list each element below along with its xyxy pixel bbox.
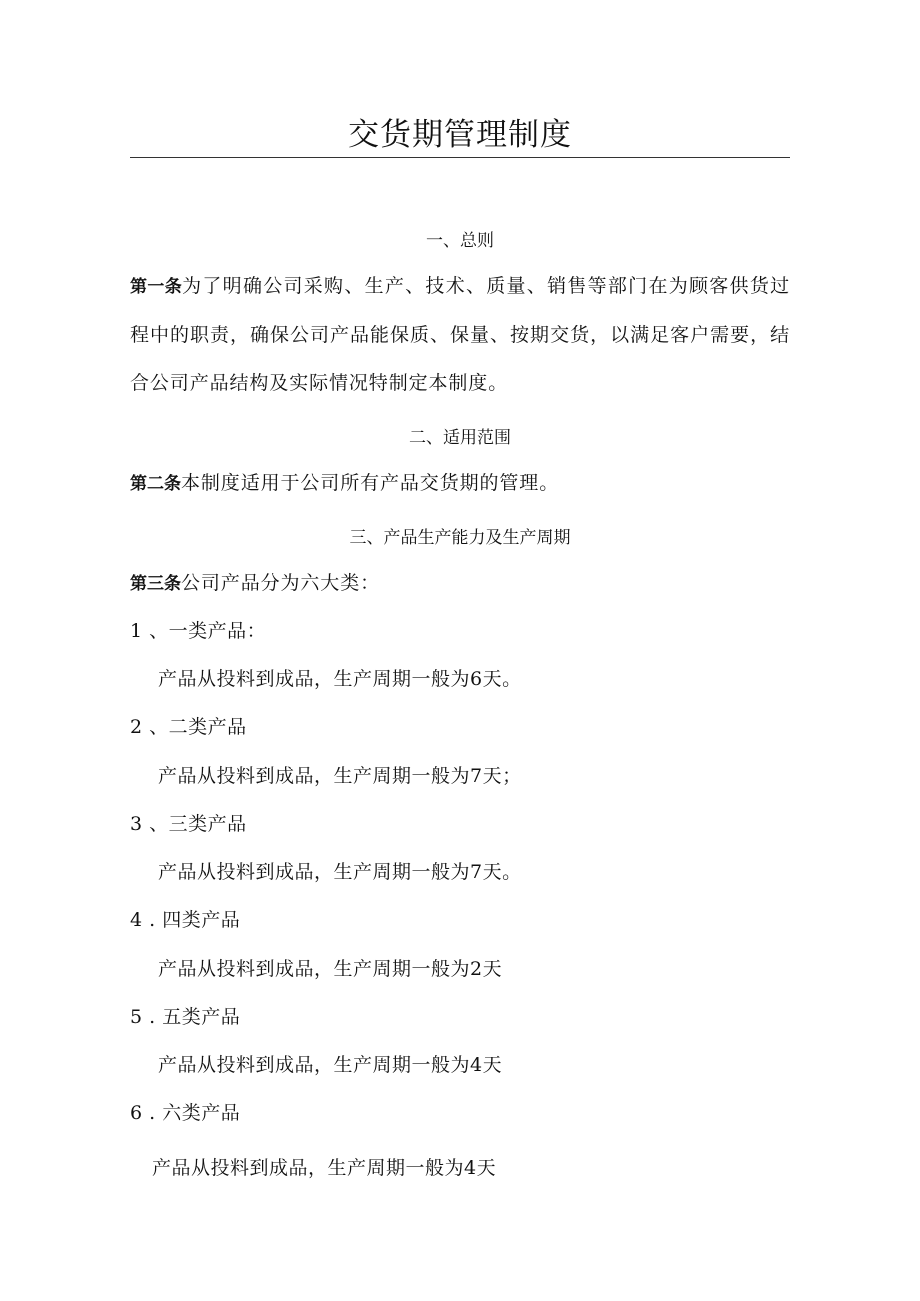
- list-item-desc: 产品从投料到成品，生产周期一般为7天；: [158, 765, 522, 787]
- list-item-label: 2 、二类产品: [130, 716, 247, 738]
- list-item-desc: 产品从投料到成品，生产周期一般为6天。: [158, 668, 522, 690]
- article-1: [130, 262, 790, 407]
- list-item-label: 1 、一类产品：: [130, 620, 267, 642]
- section-heading-scope: 二、适用范围: [409, 428, 511, 448]
- list-item-label: 4 . 四类产品: [130, 909, 241, 931]
- article-3: [130, 559, 790, 608]
- list-item-desc: 产品从投料到成品，生产周期一般为7天。: [158, 861, 522, 883]
- list-item-label: 6 . 六类产品: [130, 1102, 241, 1124]
- section-heading-general: 一、总则: [426, 231, 494, 251]
- list-item-desc: 产品从投料到成品，生产周期一般为4天: [158, 1054, 503, 1076]
- article-1-text: 为了明确公司采购、生产、技术、质量、销售等部门在为顾客供货过程中的职责，确保公司产品能保质、保量、按期交货，以满足客户需要，结合公司产品结构及实际情况特制定本制度。: [130, 275, 790, 394]
- list-item-desc: 产品从投料到成品，生产周期一般为4天: [152, 1157, 497, 1179]
- article-3-text: 公司产品分为六大类：: [181, 572, 381, 594]
- list-item-desc: 产品从投料到成品，生产周期一般为2天: [158, 958, 503, 980]
- list-item-label: 5 . 五类产品: [130, 1006, 241, 1028]
- article-2: [130, 459, 790, 508]
- list-item-label: 3 、三类产品: [130, 813, 247, 835]
- article-2-text: 本制度适用于公司所有产品交货期的管理。: [181, 472, 560, 494]
- article-3-label: 第三条: [130, 574, 181, 594]
- article-2-label: 第二条: [130, 474, 181, 494]
- article-1-label: 第一条: [130, 277, 183, 297]
- document-title: 交货期管理制度: [348, 117, 572, 153]
- title-underline: [130, 157, 790, 158]
- section-heading-capacity: 三、产品生产能力及生产周期: [349, 528, 571, 548]
